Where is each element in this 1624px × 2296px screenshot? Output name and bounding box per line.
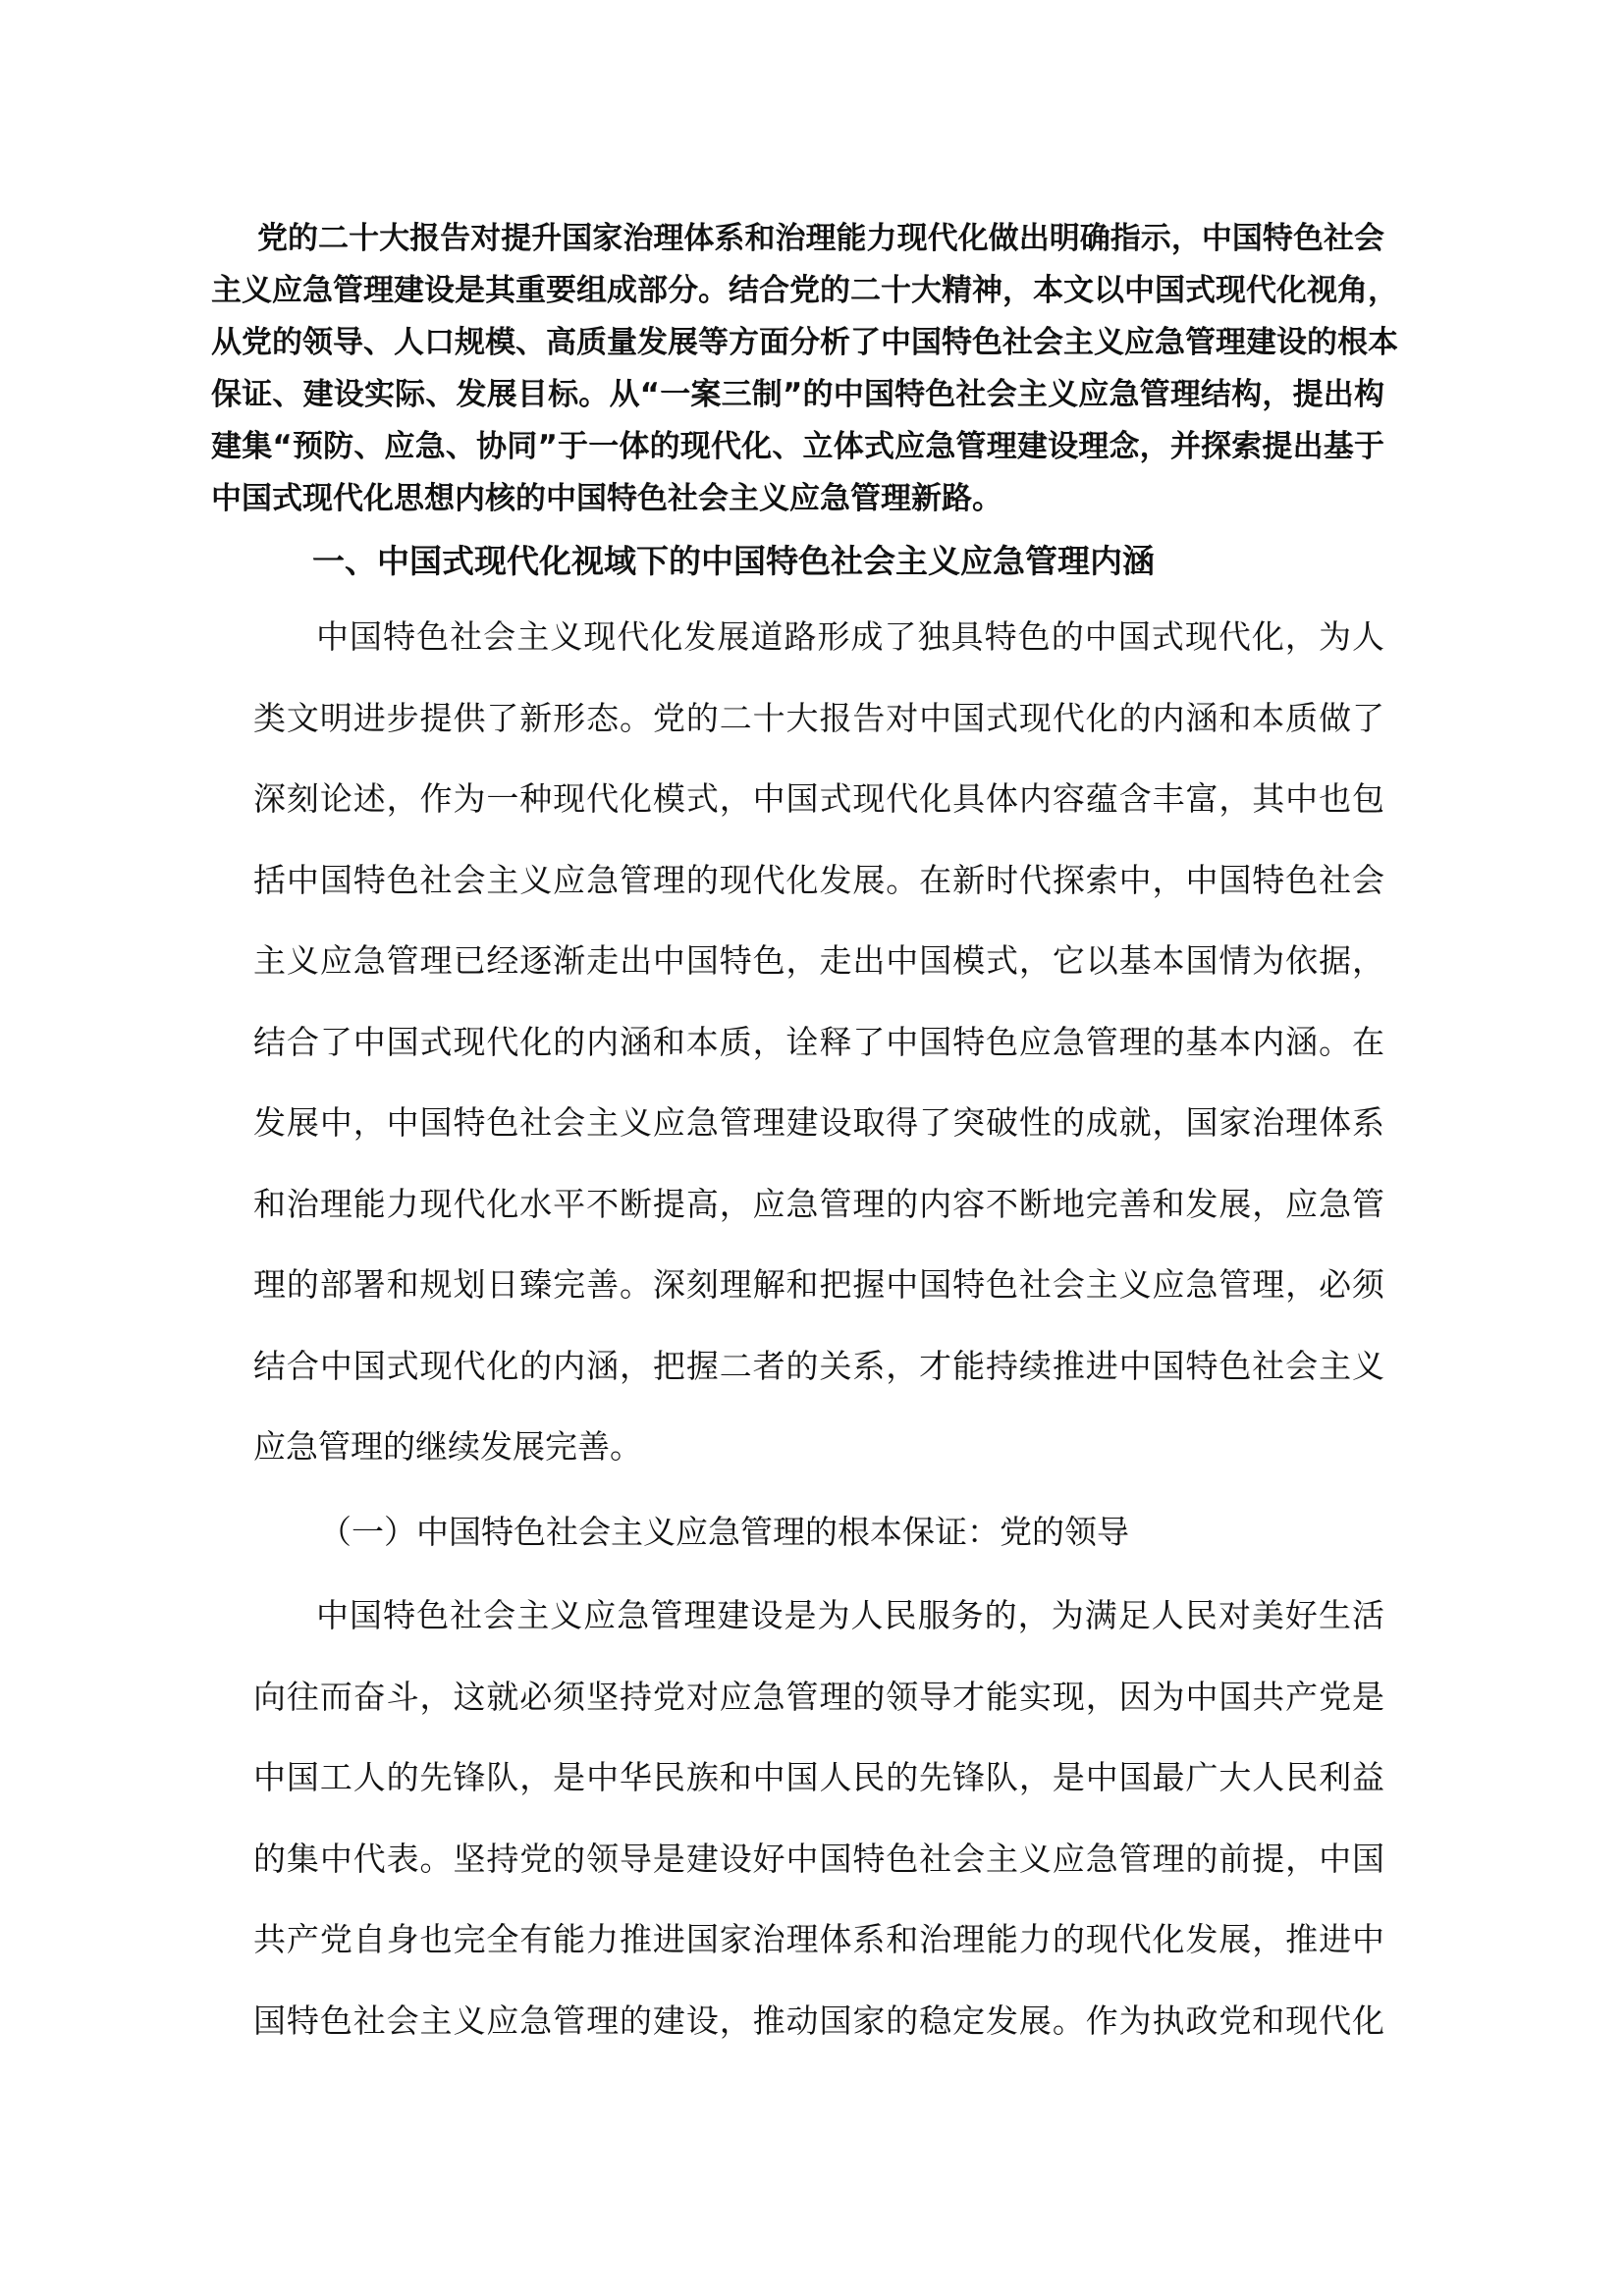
paragraph-line: 发展中，中国特色社会主义应急管理建设取得了突破性的成就，国家治理体系 [253, 1103, 1384, 1142]
paragraph-line: 的集中代表。坚持党的领导是建设好中国特色社会主义应急管理的前提，中国 [253, 1839, 1384, 1878]
paragraph-line: 主义应急管理已经逐渐走出中国特色，走出中国模式，它以基本国情为依据， [253, 941, 1384, 980]
paragraph-line: 中国特色社会主义现代化发展道路形成了独具特色的中国式现代化，为人 [316, 617, 1384, 656]
subsection-heading: （一）中国特色社会主义应急管理的根本保证：党的领导 [319, 1513, 1129, 1551]
section-heading: 一、中国式现代化视域下的中国特色社会主义应急管理内涵 [312, 542, 1155, 580]
paragraph-line: 括中国特色社会主义应急管理的现代化发展。在新时代探索中，中国特色社会 [253, 860, 1384, 899]
paragraph-line: 结合中国式现代化的内涵，把握二者的关系，才能持续推进中国特色社会主义 [253, 1346, 1384, 1385]
paragraph-line: 深刻论述，作为一种现代化模式，中国式现代化具体内容蕴含丰富，其中也包 [253, 779, 1384, 818]
abstract-line: 从党的领导、人口规模、高质量发展等方面分析了中国特色社会主义应急管理建设的根本 [211, 325, 1398, 360]
paragraph-line: 国特色社会主义应急管理的建设，推动国家的稳定发展。作为执政党和现代化 [253, 2001, 1384, 2040]
paragraph-line: 共产党自身也完全有能力推进国家治理体系和治理能力的现代化发展，推进中 [253, 1920, 1384, 1958]
paragraph-line: 类文明进步提供了新形态。党的二十大报告对中国式现代化的内涵和本质做了 [253, 698, 1384, 737]
abstract-line: 保证、建设实际、发展目标。从“一案三制”的中国特色社会主义应急管理结构，提出构 [211, 377, 1384, 412]
abstract-line: 建集“预防、应急、协同”于一体的现代化、立体式应急管理建设理念，并探索提出基于 [211, 429, 1384, 464]
paragraph-line: 中国特色社会主义应急管理建设是为人民服务的，为满足人民对美好生活 [316, 1596, 1384, 1634]
paragraph-line: 向往而奋斗，这就必须坚持党对应急管理的领导才能实现，因为中国共产党是 [253, 1677, 1384, 1716]
paragraph-line: 应急管理的继续发展完善。 [253, 1427, 642, 1466]
paragraph-line: 理的部署和规划日臻完善。深刻理解和把握中国特色社会主义应急管理，必须 [253, 1265, 1384, 1304]
abstract-line: 主义应急管理建设是其重要组成部分。结合党的二十大精神，本文以中国式现代化视角， [211, 273, 1398, 308]
abstract-line: 中国式现代化思想内核的中国特色社会主义应急管理新路。 [211, 481, 1002, 516]
paragraph-line: 和治理能力现代化水平不断提高，应急管理的内容不断地完善和发展，应急管 [253, 1184, 1384, 1223]
abstract-line: 党的二十大报告对提升国家治理体系和治理能力现代化做出明确指示，中国特色社会 [257, 221, 1384, 256]
paragraph-line: 中国工人的先锋队，是中华民族和中国人民的先锋队，是中国最广大人民利益 [253, 1758, 1384, 1796]
paragraph-line: 结合了中国式现代化的内涵和本质，诠释了中国特色应急管理的基本内涵。在 [253, 1022, 1384, 1061]
